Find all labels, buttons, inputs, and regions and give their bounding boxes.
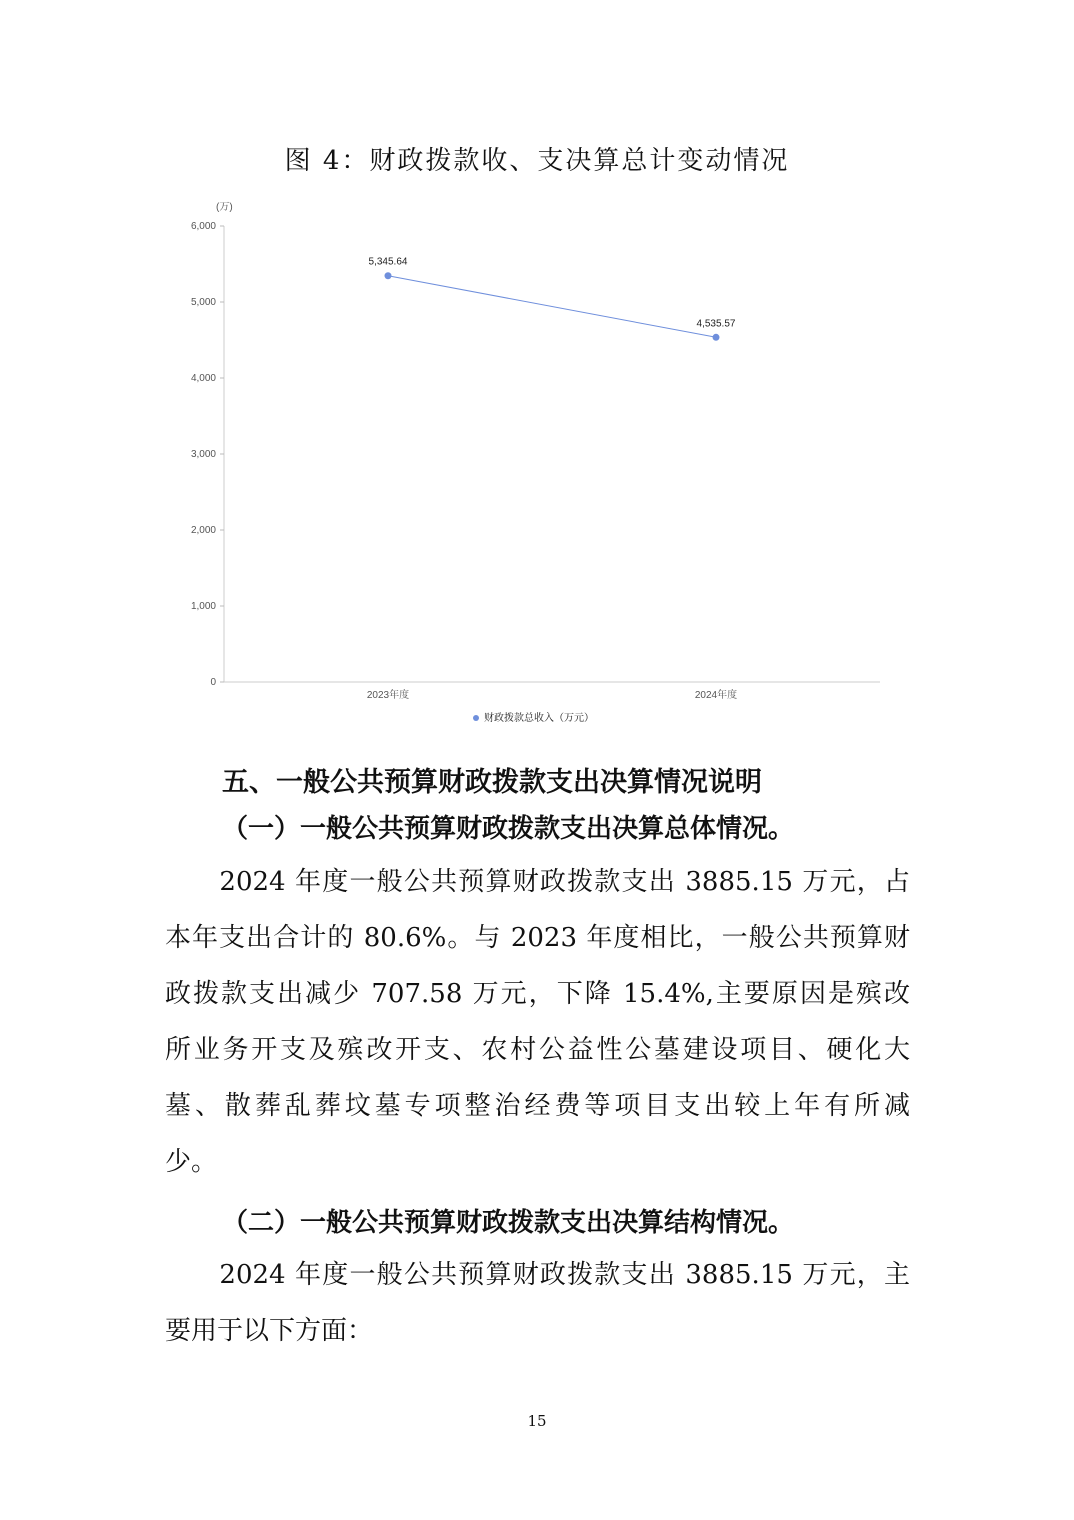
paragraph-1-line: 墓、散葬乱葬坟墓专项整治经费等项目支出较上年有所减 (165, 1091, 910, 1121)
line-chart (0, 190, 1074, 730)
x-tick-label: 2023年度 (366, 690, 410, 701)
y-tick-label: 0 (210, 677, 216, 688)
y-tick-label: 4,000 (190, 373, 216, 384)
paragraph-2-line: 2024 年度一般公共预算财政拨款支出 3885.15 万元，主 (165, 1260, 910, 1290)
figure-title: 图 4：财政拨款收、支决算总计变动情况 (284, 146, 790, 176)
page-number: 15 (527, 1412, 547, 1430)
sub-heading-1: （一）一般公共预算财政拨款支出决算总体情况。 (222, 814, 795, 844)
legend-marker (473, 715, 479, 721)
y-unit-label: (万) (216, 202, 233, 213)
paragraph-2-line: 要用于以下方面： (165, 1316, 374, 1346)
paragraph-1-line: 本年支出合计的 80.6%。与 2023 年度相比，一般公共预算财 (165, 923, 910, 953)
data-point (385, 272, 392, 279)
y-tick-label: 6,000 (190, 221, 216, 232)
y-tick-label: 5,000 (190, 297, 216, 308)
y-tick-label: 3,000 (190, 449, 216, 460)
y-tick-label: 2,000 (190, 525, 216, 536)
legend-label: 财政拨款总收入（万元） (484, 713, 594, 724)
paragraph-1-line: 2024 年度一般公共预算财政拨款支出 3885.15 万元，占 (165, 867, 910, 897)
data-label: 4,535.57 (696, 318, 736, 330)
sub-heading-2: （二）一般公共预算财政拨款支出决算结构情况。 (222, 1208, 795, 1238)
paragraph-1-line: 所业务开支及殡改开支、农村公益性公墓建设项目、硬化大 (165, 1035, 910, 1065)
data-point (713, 334, 720, 341)
y-tick-label: 1,000 (190, 601, 216, 612)
paragraph-1-line: 政拨款支出减少 707.58 万元，下降 15.4%,主要原因是殡改 (165, 979, 910, 1009)
data-label: 5,345.64 (368, 256, 408, 268)
x-tick-label: 2024年度 (694, 690, 738, 701)
paragraph-1-line: 少。 (165, 1147, 218, 1177)
series-line (388, 276, 716, 338)
section-heading: 五、一般公共预算财政拨款支出决算情况说明 (222, 767, 762, 798)
